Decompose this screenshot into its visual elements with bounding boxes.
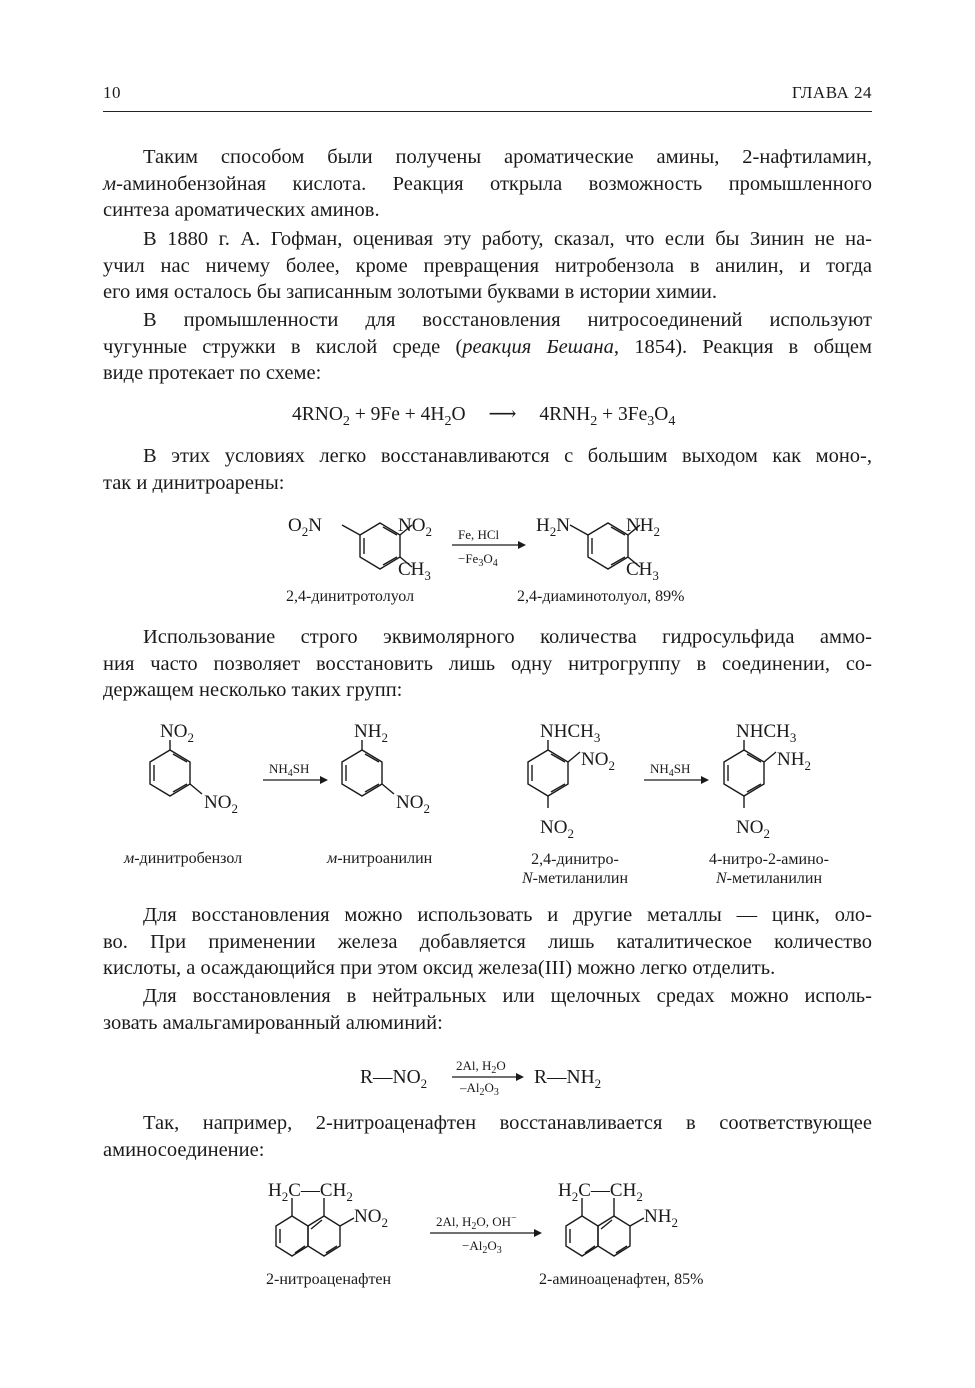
- scheme-ammonium-hydrosulfide: [120, 718, 860, 848]
- group-label: $NO_2$: [354, 1206, 388, 1230]
- naphthalene-left: [276, 1198, 354, 1256]
- group-label: $NO_2$: [204, 792, 238, 816]
- paragraph-3: [103, 307, 872, 387]
- group-label: $NH_2$: [644, 1206, 678, 1230]
- group-label: $NH_2$: [626, 515, 660, 539]
- paragraph-7: [103, 983, 872, 1036]
- italic-text: м: [327, 850, 338, 867]
- label-nitro-amino-methylaniline: [694, 850, 844, 888]
- text-line: аминосоединение:: [103, 1138, 265, 1161]
- label-aminoacenaphthene: 2-аминоаценафтен, 85%: [539, 1271, 704, 1288]
- text-span: -метиланилин: [726, 870, 823, 887]
- arrow-head: [701, 776, 709, 784]
- text-span: -метиланилин: [532, 870, 629, 887]
- reagent-label: Fe, HCl: [458, 527, 500, 542]
- paragraph-6: [103, 902, 872, 982]
- text-span: 2,4-динитро-: [531, 851, 619, 868]
- text-line: [103, 171, 872, 198]
- text-line: Таким способом были получены ароматические амины, 2-нафтиламин,: [143, 146, 872, 168]
- text-line: кислоты, а осаждающийся при этом оксид железа(III) можно легко отделить.: [103, 957, 776, 979]
- reaction-arrow: ⟶: [488, 404, 517, 425]
- eq-text: 4RNO: [292, 404, 343, 425]
- text-span: -динитробензол: [134, 850, 243, 867]
- page-number: 10: [103, 83, 121, 102]
- italic-text: м: [103, 172, 117, 195]
- group-label: $H_2C—CH_2$: [558, 1180, 643, 1204]
- equation-bechamp: [292, 402, 676, 429]
- paragraph-4: [103, 443, 872, 496]
- text-line: [103, 334, 872, 361]
- naphthalene-right: [566, 1198, 644, 1256]
- eq-sub: 2: [590, 412, 598, 429]
- italic-text: реакция Бешана: [462, 335, 614, 358]
- eq-sub: 2: [342, 412, 350, 429]
- text-line: его имя осталось бы записанным золотыми буквами в истории химии.: [103, 281, 718, 303]
- eq-text: + 3Fe: [597, 404, 648, 425]
- paragraph-8: [103, 1110, 872, 1163]
- eq-lhs: $R—NO_2$: [360, 1067, 428, 1091]
- eq-text: O: [654, 404, 669, 425]
- eq-sub: 2: [444, 412, 452, 429]
- eq-sub: 4: [668, 412, 676, 429]
- group-label: $CH_3$: [626, 559, 659, 583]
- text-line: учил нас ничему более, кроме превращения нитробензола в анилин, и тогда: [103, 254, 872, 277]
- benzene-ring-4: [724, 740, 776, 808]
- text-line: зовать амальгамированный алюминий:: [103, 1011, 443, 1034]
- scheme-dinitrotoluene: [280, 505, 710, 585]
- reagent-label: 2Al, $H_2O$, OH−: [436, 1213, 517, 1232]
- label-m-dinitrobenzene: [124, 850, 242, 868]
- eq-rhs: $R—NH_2$: [534, 1067, 602, 1091]
- group-label: $NHCH_3$: [736, 721, 797, 745]
- chapter-title: ГЛАВА 24: [791, 83, 872, 102]
- byproduct-label: $-Al_2O_3$: [462, 1238, 502, 1256]
- equation-amalgam-al: [360, 1048, 620, 1098]
- header-rule: [103, 111, 872, 112]
- text-line: В 1880 г. А. Гофман, оценивая эту работу, сказал, что если бы Зинин не на-: [143, 228, 872, 250]
- text-span: 4-нитро-2-амино-: [709, 851, 829, 868]
- group-label: $CH_3$: [398, 559, 431, 583]
- arrow-head: [320, 776, 328, 784]
- text-span: -аминобензойная кислота. Реакция открыла возможность промышленного: [116, 172, 872, 195]
- benzene-ring-1: [150, 740, 202, 796]
- italic-text: м: [124, 850, 135, 867]
- eq-text: O: [451, 404, 466, 425]
- italic-text: N: [521, 870, 533, 887]
- paragraph-2: [103, 226, 872, 306]
- label-nitroacenaphthene: 2-нитроаценафтен: [266, 1271, 392, 1288]
- reagent-label: $NH_4SH$: [269, 761, 310, 779]
- group-label: $NO_2$: [398, 515, 432, 539]
- byproduct-label: $-Al_2O_3$: [460, 1080, 499, 1098]
- eq-text: + 9Fe + 4H: [349, 404, 445, 425]
- eq-sub: 3: [647, 412, 655, 429]
- reagent-label: 2Al, $H_2O$: [456, 1058, 506, 1076]
- text-line: во. При применении железа добавляется лишь каталитическое количество: [103, 930, 872, 953]
- group-label: $H_2N$: [536, 515, 570, 539]
- text-line: синтеза ароматических аминов.: [103, 199, 380, 221]
- label-diaminotoluene: 2,4-диаминотолуол, 89%: [517, 588, 685, 605]
- text-span: -нитроанилин: [337, 850, 433, 867]
- scheme-acenaphthene: [262, 1176, 732, 1276]
- group-label: $O_2N$: [288, 515, 322, 539]
- group-label: $NO_2$: [540, 817, 574, 841]
- group-label: $NHCH_3$: [540, 721, 601, 745]
- paragraph-1: [103, 144, 872, 224]
- text-line: держащем несколько таких групп:: [103, 679, 403, 701]
- italic-text: N: [715, 870, 727, 887]
- label-dinitrotoluene: 2,4-динитротолуол: [286, 588, 415, 605]
- paragraph-5: [103, 624, 872, 704]
- group-label: $NO_2$: [581, 749, 615, 773]
- arrow-head: [516, 1073, 524, 1081]
- benzene-ring-3: [528, 740, 580, 808]
- benzene-ring-2: [342, 740, 394, 796]
- label-dinitro-methylaniline: [510, 850, 640, 888]
- text-line: ния часто позволяет восстановить лишь одну нитрогруппу в соединении, со-: [103, 652, 872, 675]
- group-label: $NH_2$: [777, 749, 811, 773]
- eq-text: 4RNH: [539, 404, 591, 425]
- group-label: $NO_2$: [736, 817, 770, 841]
- reagent-label: $NH_4SH$: [650, 761, 691, 779]
- arrow-head: [534, 1229, 542, 1237]
- text-span: чугунные стружки в кислой среде (: [103, 335, 463, 358]
- text-span: , 1854). Реакция в общем: [613, 335, 872, 358]
- byproduct-label: $-Fe_3O_4$: [458, 551, 498, 569]
- text-line: Для восстановления в нейтральных или щелочных средах можно исполь-: [143, 985, 872, 1007]
- group-label: $NO_2$: [396, 792, 430, 816]
- text-line: так и динитроарены:: [103, 471, 285, 494]
- group-label: $NH_2$: [354, 721, 388, 745]
- text-line: Использование строго эквимолярного количества гидросульфида аммо-: [143, 626, 872, 648]
- text-line: В этих условиях легко восстанавливаются с большим выходом как моно-,: [143, 445, 872, 467]
- text-line: виде протекает по схеме:: [103, 362, 322, 384]
- label-m-nitroaniline: [327, 850, 432, 868]
- group-label: $H_2C—CH_2$: [268, 1180, 353, 1204]
- arrow-head: [518, 541, 526, 549]
- text-line: Для восстановления можно использовать и другие металлы — цинк, оло-: [143, 904, 872, 926]
- text-line: Так, например, 2-нитроаценафтен восстанавливается в соответствующее: [143, 1112, 872, 1134]
- text-line: В промышленности для восстановления нитросоединений используют: [143, 309, 872, 331]
- group-label: $NO_2$: [160, 721, 194, 745]
